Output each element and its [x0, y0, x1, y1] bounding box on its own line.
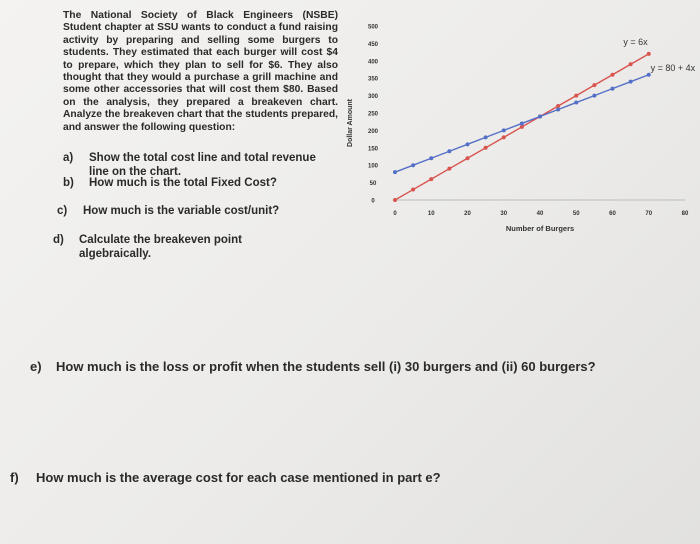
question-a-text-line2: line on the chart.: [89, 166, 182, 178]
y-tick-label: 500: [367, 24, 379, 31]
y-tick-label: 100: [367, 163, 379, 170]
revenue-point: [611, 73, 615, 77]
question-b-label: b): [63, 177, 74, 189]
revenue-point: [393, 198, 397, 202]
revenue-point: [466, 156, 470, 160]
question-b: [63, 176, 277, 190]
revenue-point: [447, 167, 451, 171]
total-cost-point: [647, 73, 651, 77]
x-tick-label: 10: [427, 211, 435, 217]
y-tick-label: 450: [367, 41, 379, 48]
question-d-text-line1: Calculate the breakeven point: [79, 234, 242, 246]
total-cost-point: [629, 80, 633, 84]
x-tick-label: 30: [500, 211, 508, 217]
y-tick-label: 300: [367, 94, 379, 101]
total-cost-point: [520, 121, 524, 125]
question-c-text: How much is the variable cost/unit?: [83, 205, 280, 217]
revenue-point: [592, 83, 596, 87]
x-tick-label: 60: [609, 211, 616, 217]
total-cost-point: [393, 170, 397, 174]
total-cost-point: [429, 156, 433, 160]
revenue-point: [647, 52, 651, 56]
y-tick-label: 50: [369, 181, 377, 188]
x-tick-label: 50: [572, 211, 580, 217]
series-label-revenue: y = 6x: [623, 37, 648, 48]
revenue-point: [574, 94, 578, 98]
question-e-text: How much is the loss or profit when the students sell (i) 30 burgers and (ii) 60 burgers?: [56, 359, 596, 374]
x-tick-label: 70: [645, 211, 653, 217]
y-axis-ticks: [368, 25, 379, 205]
total-cost-point: [411, 163, 415, 167]
y-tick-label: 0: [371, 198, 375, 205]
revenue-point: [556, 104, 560, 108]
y-tick-label: 350: [367, 76, 379, 83]
revenue-point: [502, 135, 506, 139]
question-f-label: f): [10, 470, 19, 485]
x-axis-label: Number of Burgers: [505, 224, 575, 233]
x-tick-label: 80: [681, 211, 689, 217]
question-b-text: How much is the total Fixed Cost?: [89, 177, 277, 189]
total-cost-point: [556, 108, 560, 112]
total-cost-point: [466, 142, 470, 146]
total-cost-point: [574, 101, 578, 105]
revenue-point: [629, 62, 633, 66]
total-cost-point: [611, 87, 615, 91]
question-a: [63, 151, 338, 179]
y-tick-label: 250: [367, 111, 379, 118]
question-d-label: d): [53, 234, 64, 246]
question-d: [53, 233, 283, 261]
question-f: [10, 471, 441, 485]
series-label-total-cost: y = 80 + 4x: [650, 63, 696, 74]
x-tick-label: 0: [393, 211, 397, 217]
breakeven-chart: [335, 10, 697, 242]
question-d-text-line2: algebraically.: [79, 248, 152, 260]
question-c: [57, 204, 279, 218]
question-f-text: How much is the average cost for each case mentioned in part e?: [36, 470, 441, 485]
total-cost-point: [592, 94, 596, 98]
total-cost-point: [447, 149, 451, 153]
y-axis-label: Dollar Amount: [347, 99, 354, 147]
question-a-text-line1: Show the total cost line and total revenue: [89, 152, 316, 164]
question-e-label: e): [30, 359, 42, 374]
question-c-label: c): [57, 205, 68, 217]
revenue-point: [484, 146, 488, 150]
problem-statement: The National Society of Black Engineers (NSBE) Student chapter at SSU wants to conduct a fund raising activity by preparing and selling some burgers to students. They estimated that each burger will cost $4 to prepare, which they plan to sell for $6. They also thought that they would a purchase a grill machine and some other accessories that will cost them $80. Based on the analysis, they prepared a breakeven chart. Analyze the breakeven chart that the students prepared, and answer the following question:: [63, 10, 338, 133]
question-e: [30, 360, 596, 374]
x-tick-label: 40: [536, 211, 544, 217]
revenue-point: [520, 125, 524, 129]
y-tick-label: 200: [367, 128, 379, 135]
total-cost-point: [538, 114, 542, 118]
x-tick-label: 20: [464, 211, 471, 217]
x-axis-ticks: [393, 211, 689, 217]
revenue-point: [429, 177, 433, 181]
series-layer: [393, 52, 651, 202]
revenue-point: [411, 188, 415, 192]
total-cost-point: [484, 135, 488, 139]
y-tick-label: 400: [367, 59, 379, 66]
question-a-label: a): [63, 152, 74, 164]
y-tick-label: 150: [367, 146, 379, 153]
total-cost-point: [502, 128, 506, 132]
